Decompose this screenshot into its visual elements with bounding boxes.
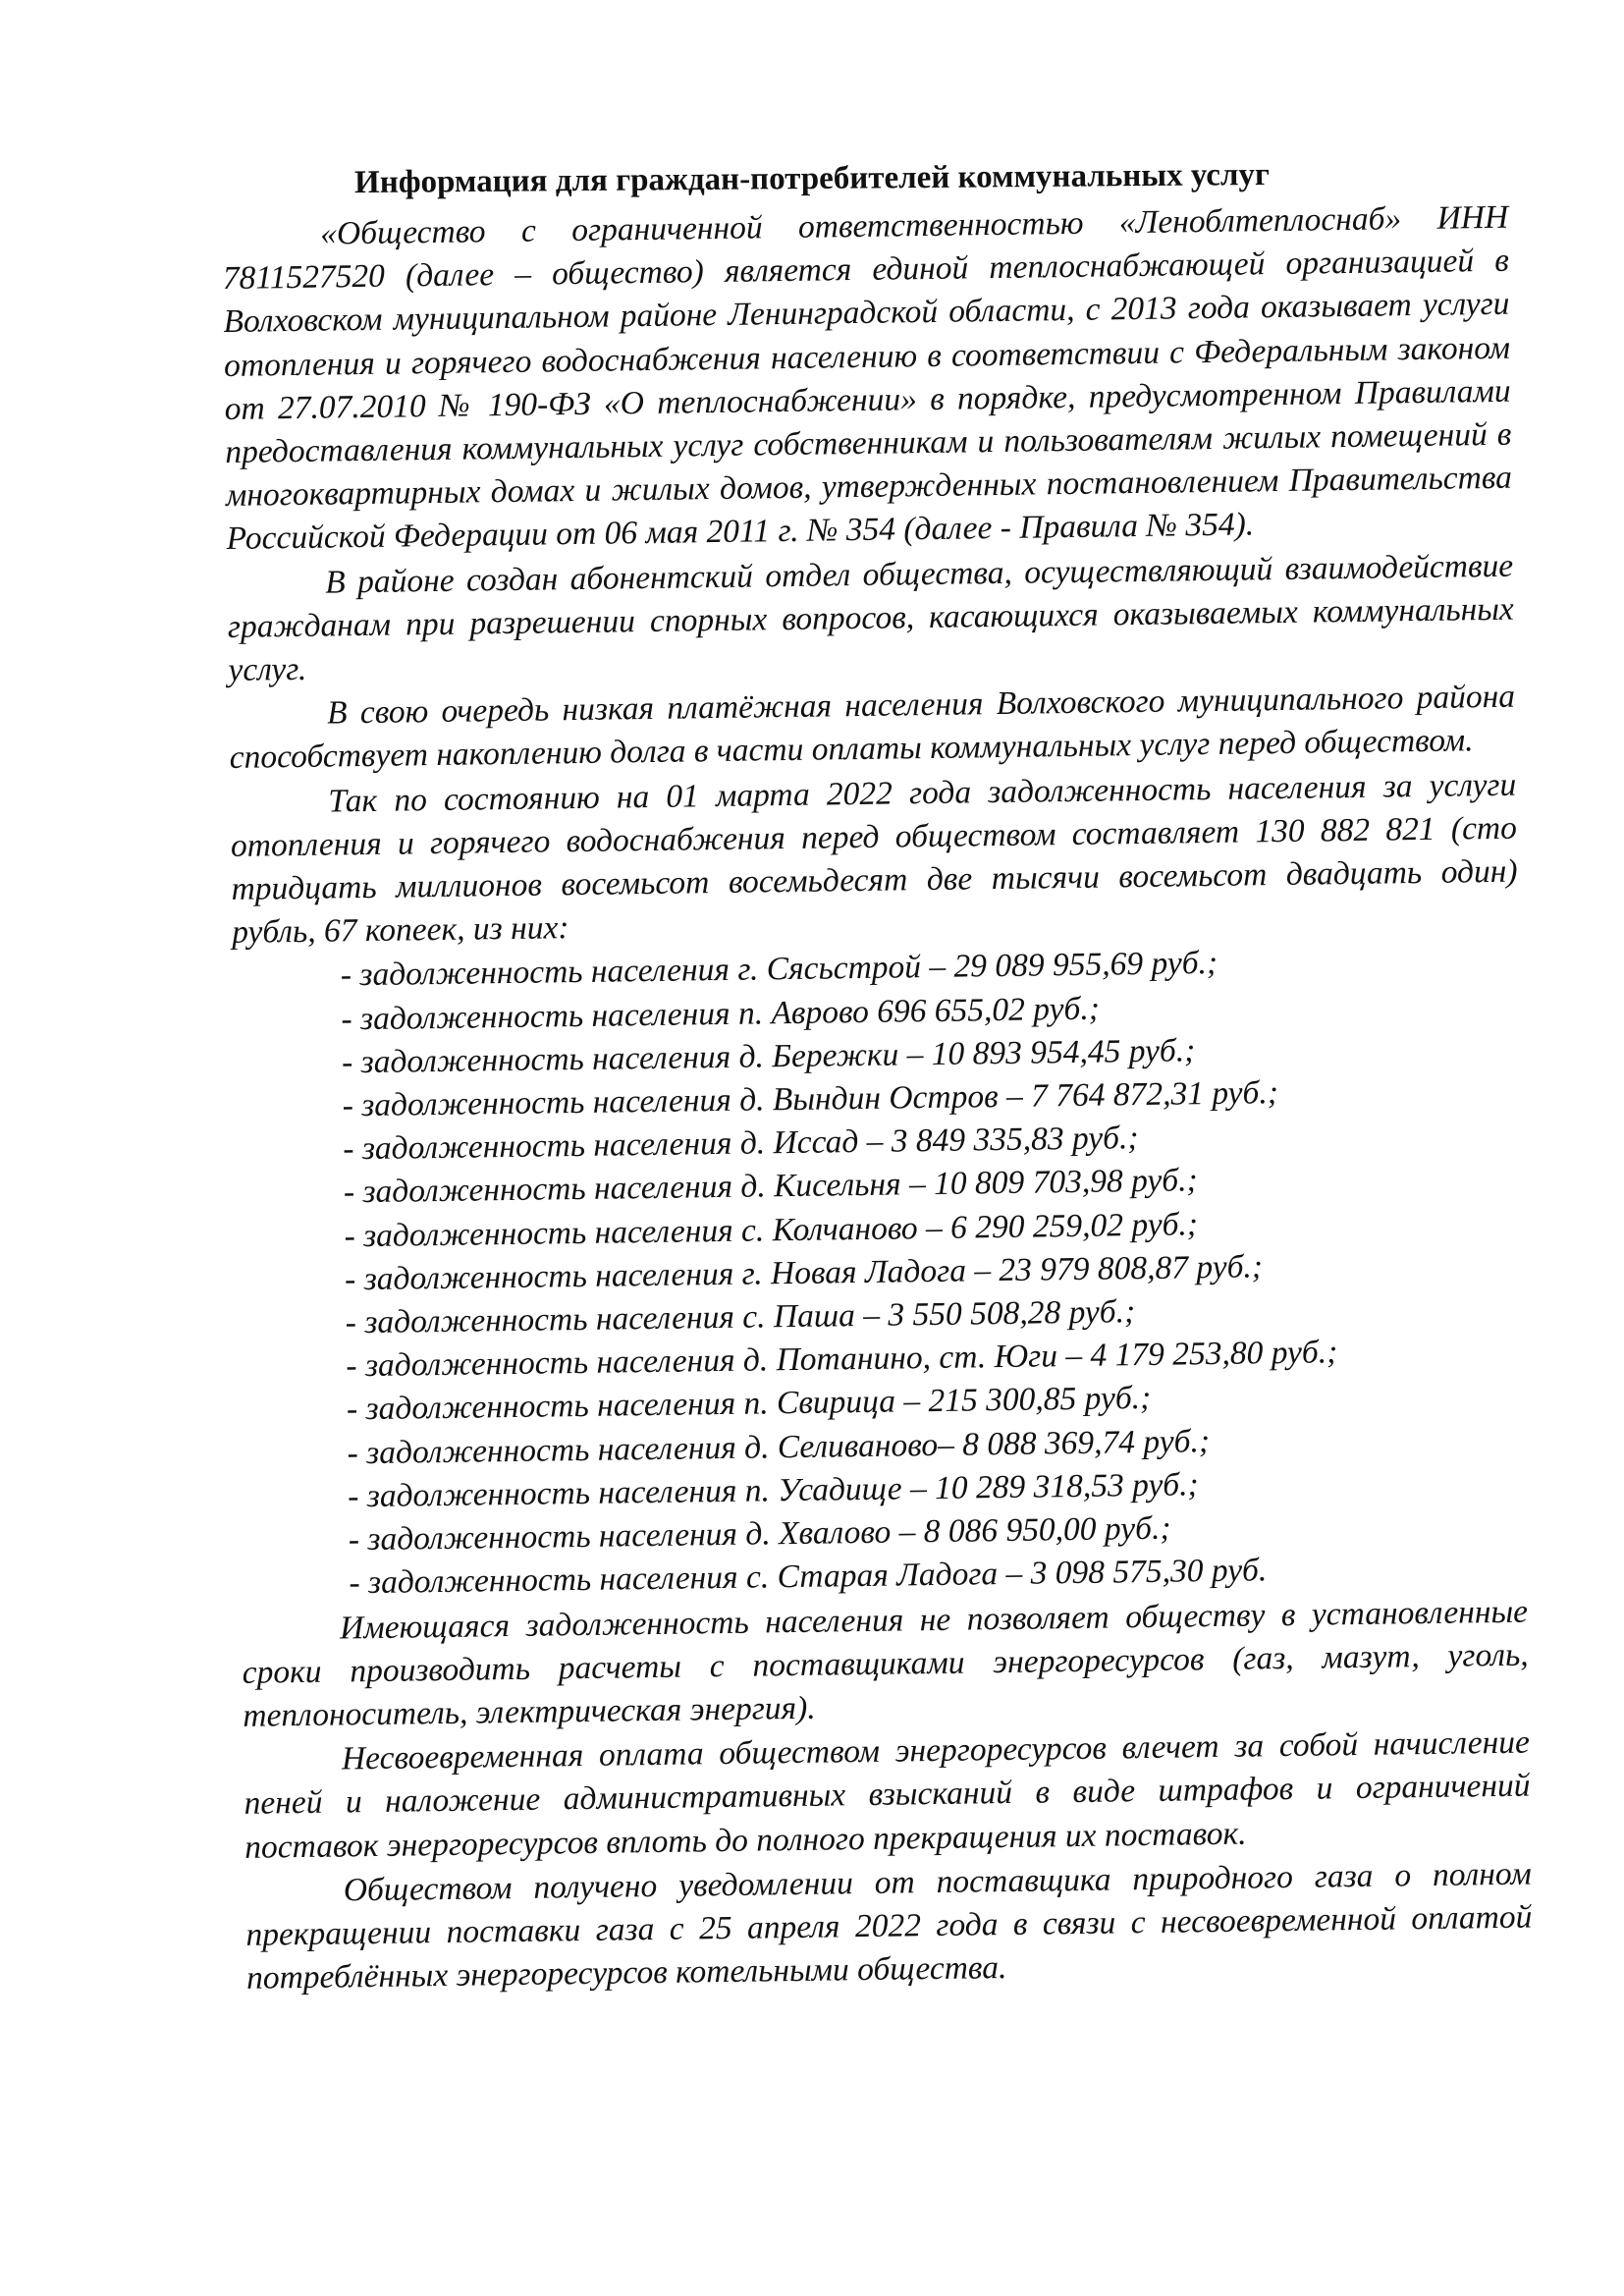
debt-list — [233, 938, 1528, 1607]
paragraph-subscriber-department: В районе создан абонентский отдел общества, осуществляющий взаимодействие гражданам при разрешении спорных вопросов, касающихся оказываемых коммунальных услуг. — [227, 547, 1514, 688]
debt-list-item: - задолженность населения п. Усадище – 10 289 318,53 руб.; — [347, 1466, 1199, 1515]
debt-list-item: - задолженность населения с. Колчаново – 6 290 259,02 руб.; — [344, 1205, 1199, 1255]
debt-list-item: - задолженность населения д. Иссад – 3 849 335,83 руб.; — [343, 1120, 1139, 1168]
debt-list-item: - задолженность населения с. Паша – 3 550 508,28 руб.; — [345, 1293, 1136, 1341]
debt-list-item: - задолженность населения с. Старая Ладога – 3 098 575,30 руб. — [349, 1552, 1268, 1602]
debt-list-item: - задолженность населения д. Хвалово – 8 086 950,00 руб.; — [348, 1509, 1171, 1558]
debt-list-item: - задолженность населения д. Бережки – 10 893 954,45 руб.; — [341, 1032, 1196, 1081]
debt-list-item: - задолженность населения д. Селиваново– 8 088 369,74 руб.; — [347, 1422, 1211, 1472]
paragraph-total-debt: Так по состоянию на 01 марта 2022 года задолженность населения за услуги отопления и горячего водоснабжения перед обществом составляет 130 882 821 (сто тридцать миллионов восемьсот восемьдесят две тысячи восемьсот двадцать один) рубль, 67 копеек, из них: — [230, 766, 1518, 952]
debt-list-item: - задолженность населения д. Кисельня – 10 809 703,98 руб.; — [343, 1162, 1198, 1211]
debt-list-item: - задолженность населения д. Вындин Остров – 7 764 872,31 руб.; — [342, 1074, 1279, 1124]
debt-list-item: - задолженность населения г. Новая Ладога – 23 979 808,87 руб.; — [344, 1248, 1264, 1298]
paragraph-consequences: Имеющаяся задолженность населения не позволяет обществу в установленные сроки производить расчеты с поставщиками энергоресурсов (газ, мазут, уголь, теплоноситель, электрическая энергия). — [242, 1593, 1529, 1734]
paragraph-gas-cutoff: Обществом получено уведомлении от поставщика природного газа о полном прекращении поставки газа с 25 апреля 2022 года в связи с несвоевременной оплатой потреблённых энергоресурсов котельными общества. — [245, 1855, 1533, 1996]
paragraph-low-payment: В свою очередь низкая платёжная населения Волховского муниципального района способствует накоплению долга в части оплаты коммунальных услуг перед обществом. — [229, 678, 1516, 777]
debt-list-item: - задолженность населения п. Свирица – 215 300,85 руб.; — [346, 1380, 1152, 1428]
debt-list-item: - задолженность населения д. Потанино, ст. Юги – 4 179 253,80 руб.; — [346, 1334, 1338, 1385]
document-title: Информация для граждан-потребителей коммунальных услуг — [353, 156, 1271, 201]
debt-list-item: - задолженность населения п. Аврово 696 655,02 руб.; — [341, 990, 1101, 1038]
paragraph-intro-company: «Общество с ограниченной ответственностью «Леноблтеплоснаб» ИНН 7811527520 (далее – общество) является единой теплоснабжающей организацией в Волховском муниципальном районе Ленинградской области, с 2013 года оказывает услуги отопления и горячего водоснабжения населению в соответствии с Федеральным законом от 27.07.2010 № 190-ФЗ «О теплоснабжении» в порядке, предусмотренном Правилами предоставления коммунальных услуг собственникам и пользователям жилых помещений в многоквартирных домах и жилых домов, утвержденных постановлением Правительства Российской Федерации от 06 мая 2011 г. № 354 (далее - Правила № 354). — [222, 198, 1513, 558]
paragraph-penalties: Несвоевременная оплата обществом энергоресурсов влечет за собой начисление пеней и наложение административных взысканий в виде штрафов и ограничений поставок энергоресурсов вплоть до полного прекращения их поставок. — [244, 1723, 1531, 1866]
debt-list-item: - задолженность населения г. Сясьстрой – 29 089 955,69 руб.; — [340, 945, 1218, 994]
document-body — [222, 196, 1533, 2001]
